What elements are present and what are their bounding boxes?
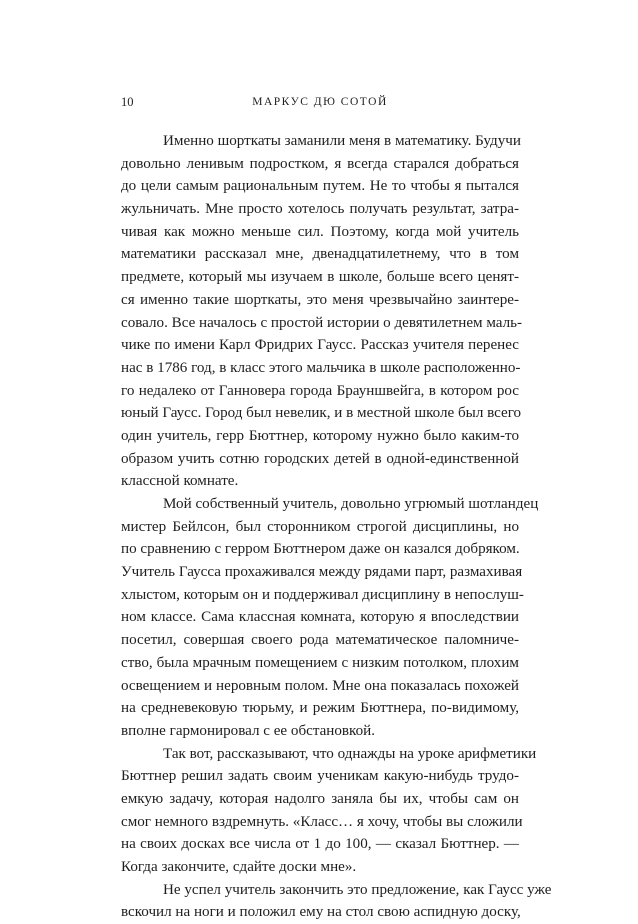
text-line: математики рассказал мне, двенадцатилетнему, что в том [121, 246, 519, 263]
text-line: вполне гармонировал с ее обстановкой. [121, 722, 376, 739]
text-line: Так вот, рассказывают, что однажды на уроке арифметики [163, 745, 537, 762]
text-line: по сравнению с герром Бюттнером даже он казался добряком. [121, 541, 520, 558]
text-line: до цели самым рациональным путем. Не то чтобы я пытался [121, 178, 519, 195]
paragraph [121, 493, 539, 743]
paragraph [121, 130, 523, 493]
text-line: Учитель Гаусса прохаживался между рядами парт, размахивая [121, 564, 523, 581]
text-line: ся именно такие шорткаты, это меня чрезвычайно заинтере- [121, 291, 519, 308]
text-line: Бюттнер решил задать своим ученикам какую-нибудь трудо- [121, 768, 519, 785]
text-line: нас в 1786 год, в класс этого мальчика в школе расположенно- [121, 359, 521, 376]
text-line: на своих досках все числа от 1 до 100, — сказал Бюттнер. — [121, 836, 519, 853]
text-line: Мой собственный учитель, довольно угрюмый шотландец [163, 496, 539, 512]
text-line: совало. Все началось с простой истории о девятилетнем маль- [121, 314, 523, 331]
text-line: юный Гаусс. Город был невелик, и в местной школе был всего [121, 405, 522, 422]
text-line: Не успел учитель закончить это предложение, как Гаусс уже [163, 881, 552, 898]
text-line: на средневековую тюрьму, и режим Бюттнера, по-видимому, [121, 700, 519, 717]
text-line: чике по имени Карл Фридрих Гаусс. Рассказ учителя перенес [121, 337, 519, 354]
text-line: образом учить сотню городских детей в одной-единственной [121, 450, 519, 467]
body-text [121, 130, 552, 924]
running-head-author: МАРКУС ДЮ СОТОЙ [252, 96, 388, 108]
text-line: мистер Бейлсон, был сторонником строгой дисциплины, но [121, 518, 519, 535]
text-line: жульничать. Мне просто хотелось получать результат, затра- [121, 201, 519, 218]
text-line: вскочил на ноги и положил ему на стол свою аспидную доску, [121, 904, 521, 921]
text-line: классной комнате. [121, 473, 239, 490]
page-number: 10 [121, 95, 134, 109]
text-line: довольно ленивым подростком, я всегда старался добраться [121, 155, 519, 172]
text-line: хлыстом, которым он и поддерживал дисциплину в непослуш- [121, 586, 524, 603]
text-line: предмете, который мы изучаем в школе, больше всего ценят- [121, 269, 519, 286]
paragraph [121, 743, 537, 879]
text-line: чивая как можно меньше сил. Поэтому, когда мой учитель [121, 223, 519, 240]
running-head [121, 94, 519, 110]
text-line: Именно шорткаты заманили меня в математику. Будучи [163, 133, 521, 149]
text-line: ном классе. Сама классная комната, которую я впоследствии [121, 609, 519, 626]
text-line: освещением и неровным полом. Мне она показалась похожей [121, 677, 519, 694]
paragraph [121, 879, 552, 924]
text-line: смог немного вздремнуть. «Класс… я хочу, чтобы вы сложили [121, 813, 523, 830]
text-line: один учитель, герр Бюттнер, которому нужно было каким-то [121, 427, 519, 444]
text-line: го недалеко от Ганновера города Брауншвейга, в котором рос [121, 382, 519, 399]
text-line: ство, была мрачным помещением с низким потолком, плохим [121, 654, 519, 671]
text-line: Когда закончите, сдайте доски мне». [121, 859, 357, 875]
text-line: емкую задачу, которая надолго заняла бы их, чтобы сам он [121, 790, 519, 807]
text-line: посетил, совершая своего рода математическое паломниче- [121, 632, 519, 649]
